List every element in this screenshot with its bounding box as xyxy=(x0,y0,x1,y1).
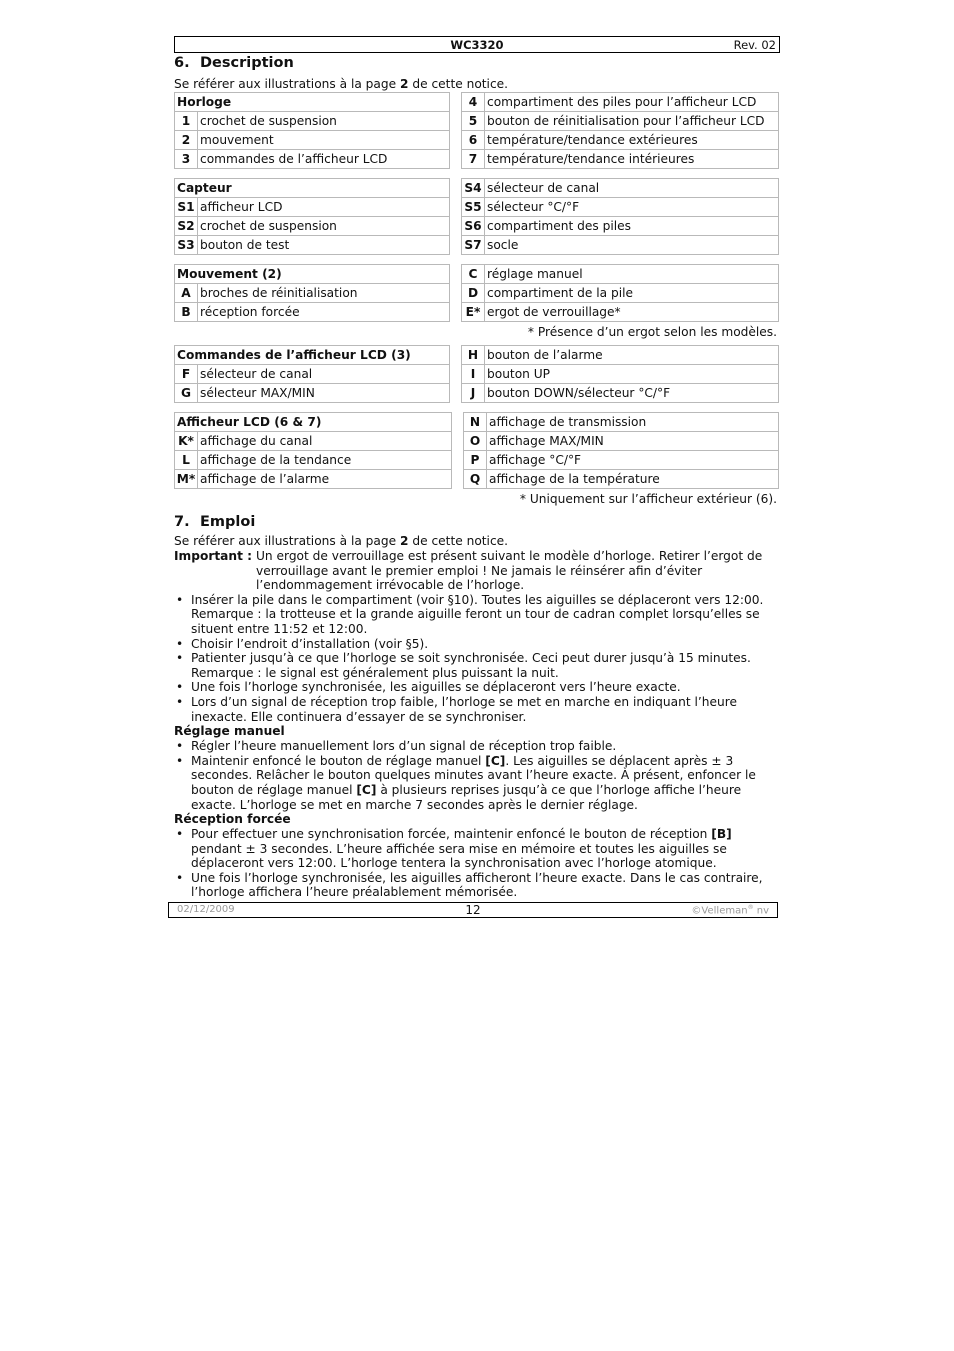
section-6-heading: 6. Description xyxy=(174,55,294,71)
table-capteur xyxy=(174,178,450,255)
table-commandes xyxy=(174,345,450,403)
forced-reception-list xyxy=(174,827,780,900)
table-row: S6 compartiment des piles xyxy=(462,217,779,236)
list-item: • Insérer la pile dans le compartiment (voir §10). Toutes les aiguilles se déplaceront vers 12:00. Remarque : la trotteuse et la grande aiguille feront un tour de cadran complet lorsqu’elles se situent entre 11:52 et 12:00. xyxy=(174,593,780,637)
table-horloge-right xyxy=(461,92,779,169)
table-row: I bouton UP xyxy=(462,365,779,384)
table-row: C réglage manuel xyxy=(462,265,779,284)
forced-reception-heading: Réception forcée xyxy=(174,812,291,827)
table-row: S3 bouton de test xyxy=(175,236,450,255)
table-title: Horloge xyxy=(175,93,450,112)
page-header xyxy=(174,36,780,53)
table-row: 5 bouton de réinitialisation pour l’afficheur LCD xyxy=(462,112,779,131)
table-row: S7 socle xyxy=(462,236,779,255)
list-item: • Une fois l’horloge synchronisée, les aiguilles se déplaceront vers l’heure exacte. xyxy=(174,680,780,695)
manual-setting-list xyxy=(174,739,780,812)
page-number: 12 xyxy=(465,903,481,917)
manual-setting-heading: Réglage manuel xyxy=(174,724,285,739)
table-row: L affichage de la tendance xyxy=(175,451,452,470)
table-row: F sélecteur de canal xyxy=(175,365,450,384)
list-item: • Choisir l’endroit d’installation (voir §5). xyxy=(174,637,780,652)
table-row: Q affichage de la température xyxy=(464,470,779,489)
table-row: D compartiment de la pile xyxy=(462,284,779,303)
list-item: • Lors d’un signal de réception trop faible, l’horloge se met en marche en indiquant l’heure inexacte. Elle continuera d’essayer de se synchroniser. xyxy=(174,695,780,724)
table-row: 7 température/tendance intérieures xyxy=(462,150,779,169)
table-row: N affichage de transmission xyxy=(464,413,779,432)
table-row: B réception forcée xyxy=(175,303,450,322)
page xyxy=(174,36,780,900)
table-row: P affichage °C/°F xyxy=(464,451,779,470)
description-tables xyxy=(174,92,780,513)
table-title: Afficheur LCD (6 & 7) xyxy=(175,413,452,432)
table-row: 6 température/tendance extérieures xyxy=(462,131,779,150)
section-7-intro: Se référer aux illustrations à la page 2 de cette notice. xyxy=(174,534,509,548)
table-capteur-right xyxy=(461,178,779,255)
table-row: K* affichage du canal xyxy=(175,432,452,451)
table-row: S4 sélecteur de canal xyxy=(462,179,779,198)
usage-list xyxy=(174,593,780,724)
page-footer xyxy=(168,902,778,918)
table-row: 2 mouvement xyxy=(175,131,450,150)
table-mouvement xyxy=(174,264,450,322)
table-row: O affichage MAX/MIN xyxy=(464,432,779,451)
footnote-ergot: * Présence d’un ergot selon les modèles. xyxy=(527,325,777,339)
footer-date: 02/12/2009 xyxy=(177,904,235,915)
table-commandes-right xyxy=(461,345,779,403)
list-item: • Maintenir enfoncé le bouton de réglage manuel [C]. Les aiguilles se déplacent après ± 3 secondes. Relâcher le bouton quelques minutes avant l’heure exacte. À présent, enfoncer le bouton de réglage manuel [C] à plusieurs reprises jusqu’à ce que l’horloge affiche l’heure exacte. L’horloge se met en marche 7 secondes après le dernier réglage. xyxy=(174,754,780,812)
section-6-intro: Se référer aux illustrations à la page 2 de cette notice. xyxy=(174,77,509,91)
table-row: A broches de réinitialisation xyxy=(175,284,450,303)
table-row: S2 crochet de suspension xyxy=(175,217,450,236)
important-text: Un ergot de verrouillage est présent suivant le modèle d’horloge. Retirer l’ergot de verrouillage avant le premier emploi ! Ne jamais le réinsérer afin d’éviter l’endommagement irrévocable de l’horloge. xyxy=(256,549,763,593)
important-label: Important : xyxy=(174,549,253,563)
table-row: J bouton DOWN/sélecteur °C/°F xyxy=(462,384,779,403)
table-afficheur-right xyxy=(463,412,779,489)
table-mouvement-right xyxy=(461,264,779,322)
table-row: 3 commandes de l’afficheur LCD xyxy=(175,150,450,169)
section-7-heading: 7. Emploi xyxy=(174,514,256,530)
copyright: ©Velleman® nv xyxy=(691,904,769,917)
table-row: M* affichage de l’alarme xyxy=(175,470,452,489)
table-afficheur xyxy=(174,412,452,489)
table-row: 4 compartiment des piles pour l’afficheur LCD xyxy=(462,93,779,112)
table-row: E* ergot de verrouillage* xyxy=(462,303,779,322)
table-row: G sélecteur MAX/MIN xyxy=(175,384,450,403)
table-title: Commandes de l’afficheur LCD (3) xyxy=(175,346,450,365)
list-item: • Pour effectuer une synchronisation forcée, maintenir enfoncé le bouton de réception [B] pendant ± 3 secondes. L’heure affichée sera mise en mémoire et toutes les aiguilles se déplaceront vers 12:00. L’horloge tentera la synchronisation avec l’horloge atomique. xyxy=(174,827,780,871)
model-number: WC3320 xyxy=(450,38,504,52)
table-row: 1 crochet de suspension xyxy=(175,112,450,131)
table-row: S5 sélecteur °C/°F xyxy=(462,198,779,217)
table-row: S1 afficheur LCD xyxy=(175,198,450,217)
list-item: • Une fois l’horloge synchronisée, les aiguilles afficheront l’heure exacte. Dans le cas contraire, l’horloge affichera l’heure préalablement mémorisée. xyxy=(174,871,780,900)
revision: Rev. 02 xyxy=(733,38,776,52)
list-item: • Régler l’heure manuellement lors d’un signal de réception trop faible. xyxy=(174,739,780,754)
table-title: Capteur xyxy=(175,179,450,198)
table-horloge xyxy=(174,92,450,169)
list-item: • Patienter jusqu’à ce que l’horloge se soit synchronisée. Ceci peut durer jusqu’à 15 minutes. Remarque : le signal est généralement plus puissant la nuit. xyxy=(174,651,780,680)
table-row: H bouton de l’alarme xyxy=(462,346,779,365)
important-note xyxy=(174,549,766,593)
table-title: Mouvement (2) xyxy=(175,265,450,284)
footnote-exterieur: * Uniquement sur l’afficheur extérieur (6). xyxy=(519,492,777,506)
